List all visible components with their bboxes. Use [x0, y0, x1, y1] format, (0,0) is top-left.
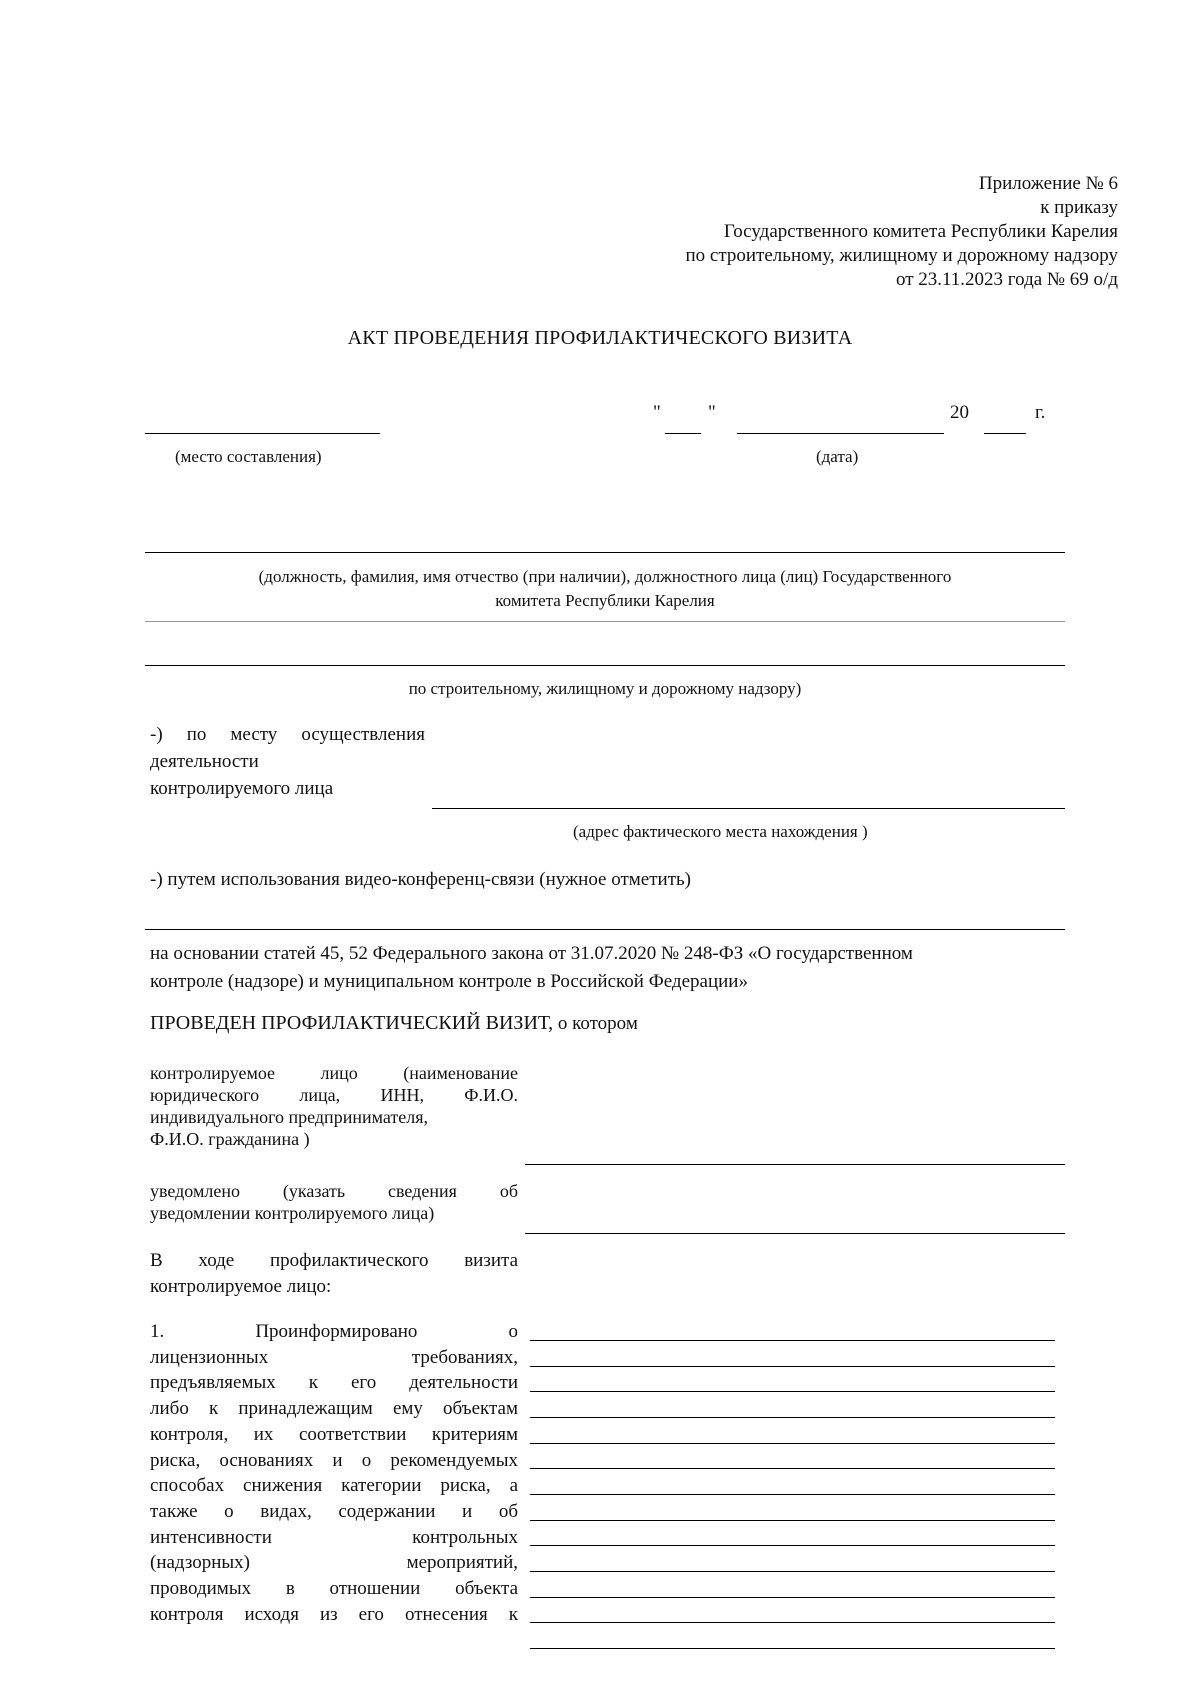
controlled-person-field-line[interactable]	[525, 1164, 1065, 1165]
controlled-person-label	[150, 1062, 518, 1150]
day-field-line[interactable]	[665, 433, 701, 434]
item1-answer-line[interactable]	[530, 1391, 1055, 1392]
item1-line: контроля исходя из его отнесения к	[150, 1603, 518, 1625]
document-title: АКТ ПРОВЕДЕНИЯ ПРОФИЛАКТИЧЕСКОГО ВИЗИТА	[347, 327, 853, 349]
location-label-line2: деятельности	[150, 751, 259, 772]
item1-answer-line[interactable]	[530, 1366, 1055, 1367]
item1-answer-line[interactable]	[530, 1520, 1055, 1521]
official-caption-line3: по строительному, жилищному и дорожному надзору)	[408, 679, 802, 698]
notified-line1: уведомлено (указать сведения об	[150, 1181, 518, 1201]
appendix-order-ref: к приказу	[1040, 197, 1118, 218]
item1-line: 1. Проинформировано о	[150, 1321, 518, 1342]
item1-line: предъявляемых к его деятельности	[150, 1372, 518, 1394]
official-field-line-2[interactable]	[145, 621, 1065, 622]
date-caption: (дата)	[816, 447, 859, 466]
official-field-line-3[interactable]	[145, 665, 1065, 666]
controlled-person-line4: Ф.И.О. гражданина )	[150, 1129, 310, 1149]
conducted-caps: ПРОВЕДЕН ПРОФИЛАКТИЧЕСКИЙ ВИЗИТ,	[150, 1012, 554, 1034]
during-visit-line1: В ходе профилактического визита	[150, 1250, 518, 1271]
separator-line	[145, 929, 1065, 930]
year-suffix: г.	[1035, 402, 1046, 423]
legal-basis-line1: на основании статей 45, 52 Федерального закона от 31.07.2020 № 248-ФЗ «О государственном	[150, 943, 913, 964]
appendix-number: Приложение № 6	[978, 173, 1118, 194]
place-field-line[interactable]	[145, 433, 380, 434]
item1-line: проводимых в отношении объекта	[150, 1578, 518, 1600]
year-field-line[interactable]	[984, 433, 1026, 434]
notified-field-line[interactable]	[525, 1233, 1065, 1234]
item1-answer-line[interactable]	[530, 1545, 1055, 1546]
place-caption: (место составления)	[175, 447, 322, 466]
appendix-order-date: от 23.11.2023 года № 69 о/д	[895, 269, 1118, 290]
legal-basis-line2: контроле (надзоре) и муниципальном контроле в Российской Федерации»	[150, 971, 748, 992]
item1-line: также о видах, содержании и об	[150, 1500, 518, 1522]
controlled-person-line1: контролируемое лицо (наименование	[150, 1063, 518, 1083]
item1-answer-line[interactable]	[530, 1571, 1055, 1572]
conducted-heading	[150, 1012, 638, 1035]
legal-basis	[150, 940, 1070, 996]
video-conference-option: -) путем использования видео-конференц-связи (нужное отметить)	[150, 869, 692, 890]
item1-line: способах снижения категории риска, а	[150, 1475, 518, 1497]
item1-line: контроля, их соответствии критериям	[150, 1423, 518, 1445]
month-field-line[interactable]	[737, 433, 944, 434]
controlled-person-line3: индивидуального предпринимателя,	[150, 1107, 428, 1127]
item1-answer-line[interactable]	[530, 1443, 1055, 1444]
item1-answer-line[interactable]	[530, 1417, 1055, 1418]
item1-answer-line[interactable]	[530, 1340, 1055, 1341]
item1-line: интенсивности контрольных	[150, 1526, 518, 1548]
controlled-person-line2: юридического лица, ИНН, Ф.И.О.	[150, 1085, 518, 1105]
appendix-header	[686, 172, 1118, 292]
official-caption	[145, 565, 1065, 613]
item1-answer-line[interactable]	[530, 1597, 1055, 1598]
notified-line2: уведомлении контролируемого лица)	[150, 1203, 435, 1223]
item1-answer-line[interactable]	[530, 1622, 1055, 1623]
official-caption-line1: (должность, фамилия, имя отчество (при наличии), должностного лица (лиц) Государственного	[258, 567, 952, 586]
quote-close: "	[708, 402, 716, 423]
notified-label	[150, 1180, 518, 1224]
item1-answer-line[interactable]	[530, 1494, 1055, 1495]
during-visit-line2: контролируемое лицо:	[150, 1276, 332, 1297]
location-label-line3: контролируемого лица	[150, 778, 334, 799]
during-visit-label	[150, 1248, 518, 1300]
address-field-line[interactable]	[432, 808, 1065, 809]
item1-text	[150, 1319, 518, 1627]
official-caption-line2: комитета Республики Карелия	[495, 591, 715, 610]
item1-line: (надзорных) мероприятий,	[150, 1552, 518, 1574]
quote-open: "	[653, 402, 661, 423]
item1-line: лицензионных требованиях,	[150, 1346, 518, 1368]
appendix-committee: Государственного комитета Республики Карелия	[723, 221, 1118, 242]
official-field-line[interactable]	[145, 552, 1065, 553]
location-label	[150, 721, 425, 802]
appendix-committee-scope: по строительному, жилищному и дорожному надзору	[685, 245, 1118, 266]
year-prefix: 20	[950, 402, 969, 423]
item1-line: риска, основаниях и о рекомендуемых	[150, 1449, 518, 1471]
conducted-rest: о котором	[553, 1013, 638, 1034]
address-caption: (адрес фактического места нахождения )	[573, 822, 868, 841]
location-label-line1: -) по месту осуществления	[150, 724, 425, 745]
item1-answer-line[interactable]	[530, 1648, 1055, 1649]
item1-answer-line[interactable]	[530, 1468, 1055, 1469]
item1-line: либо к принадлежащим ему объектам	[150, 1398, 518, 1420]
